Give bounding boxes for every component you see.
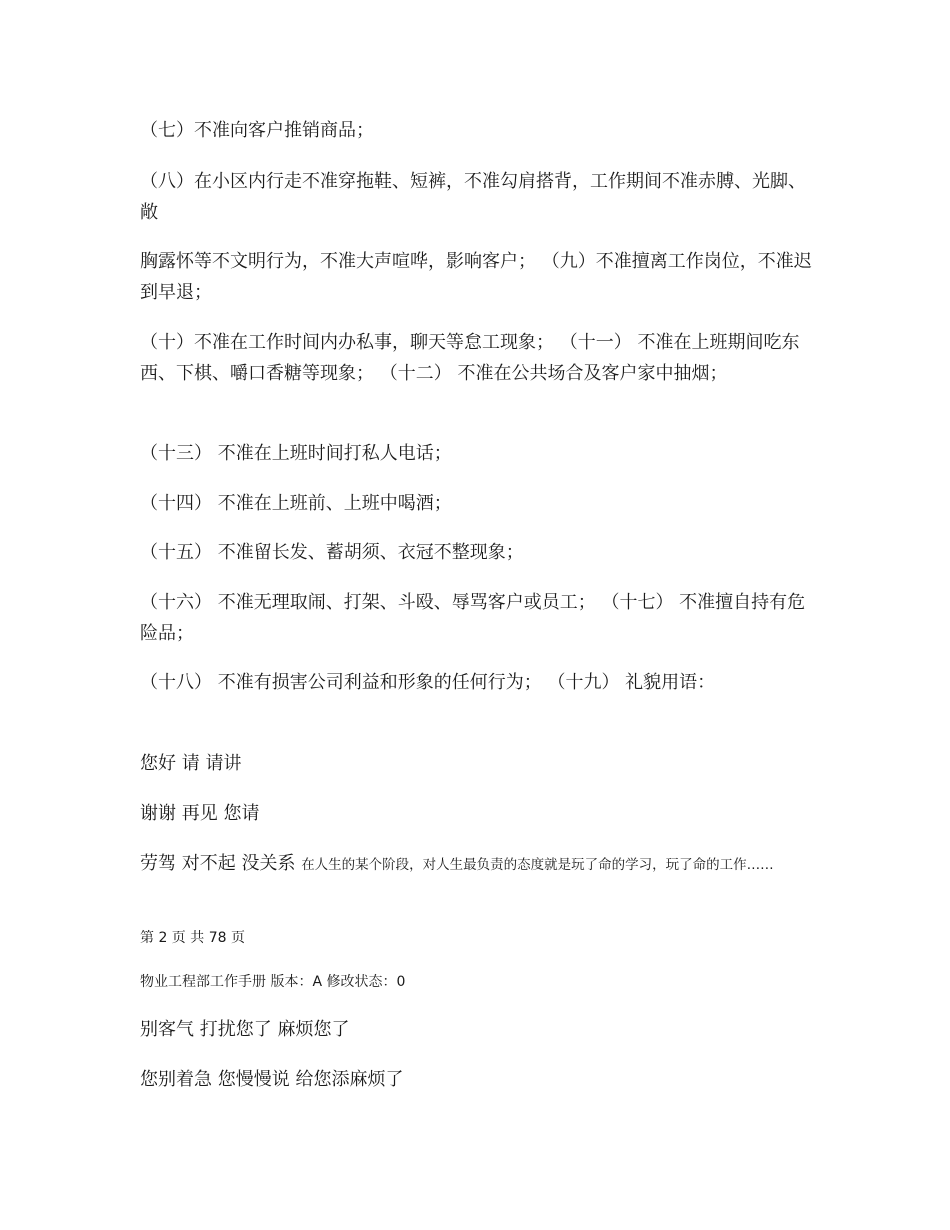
polite-phrases-line-3	[140, 848, 812, 881]
polite-phrases-line-5: 您别着急 您慢慢说 给您添麻烦了	[140, 1069, 404, 1090]
polite-phrases-line-1: 您好 请 请讲	[140, 753, 242, 774]
rule-14: （十四） 不准在上班前、上班中喝酒；	[140, 493, 452, 514]
polite-phrases-line-4: 别客气 打扰您了 麻烦您了	[140, 1019, 350, 1040]
rule-10-11-12: （十）不准在工作时间内办私事，聊天等怠工现象； （十一） 不准在上班期间吃东西、下棋、嚼口香糖等现象； （十二） 不准在公共场合及客户家中抽烟；	[140, 332, 800, 384]
rule-15: （十五） 不准留长发、蓄胡须、衣冠不整现象；	[140, 542, 524, 563]
polite-phrases-text: 劳驾 对不起 没关系	[140, 853, 296, 874]
rule-16-17: （十六） 不准无理取闹、打架、斗殴、辱骂客户或员工； （十七） 不准擅自持有危险品；	[140, 592, 806, 644]
inline-note: 在人生的某个阶段，对人生最负责的态度就是玩了命的学习，玩了命的工作……	[301, 857, 774, 873]
rule-18-19: （十八） 不准有损害公司利益和形象的任何行为； （十九） 礼貌用语：	[140, 672, 716, 693]
rule-8-cont-rule-9: 胸露怀等不文明行为，不准大声喧哗，影响客户； （九）不准擅离工作岗位，不准迟到早退；	[140, 251, 812, 303]
rule-7: （七）不准向客户推销商品；	[140, 120, 374, 141]
page-info: 第 2 页 共 78 页	[140, 930, 245, 946]
rule-8: （八）在小区内行走不准穿拖鞋、短裤，不准勾肩搭背，工作期间不准赤膊、光脚、敞	[140, 171, 806, 223]
rule-13: （十三） 不准在上班时间打私人电话；	[140, 443, 452, 464]
manual-info: 物业工程部工作手册 版本：A 修改状态：0	[140, 974, 406, 990]
polite-phrases-line-2: 谢谢 再见 您请	[140, 803, 260, 824]
